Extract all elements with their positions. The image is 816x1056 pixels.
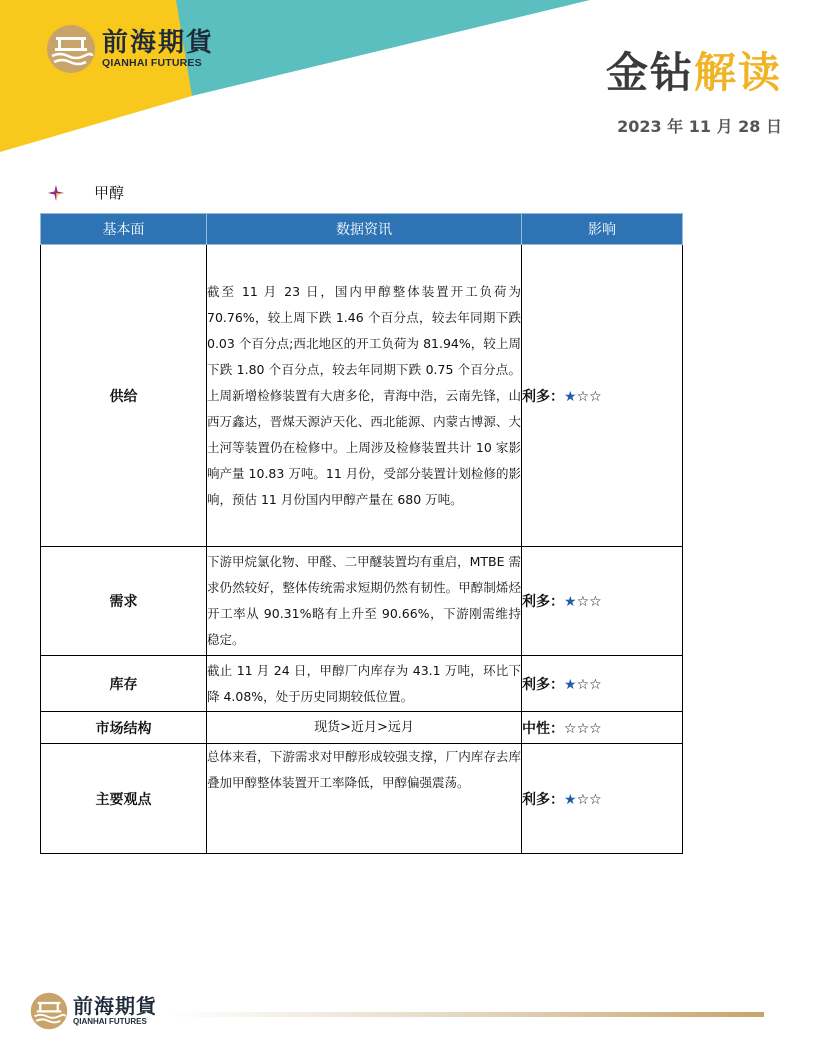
impact-label: 利多： bbox=[522, 676, 564, 693]
footer-brand-name-en: QIANHAI FUTURES bbox=[73, 1017, 147, 1026]
info-cell: 截至 11 月 23 日，国内甲醇整体装置开工负荷为 70.76%，较上周下跌 1.46 个百分点，较去年同期下跌 0.03 个百分点;西北地区的开工负荷为 81.94%，较上周下跌 1.80 个百分点，较去年同期下跌 0.75 个百分点。上周新增检修装置有大唐多伦，青海中浩，云南先锋，山西万鑫达，晋煤天源泸天化、西北能源、内蒙古博源、大土河等装置仍在检修中。上周涉及检修装置共计 10 家影响产量 10.83 万吨。11 月份，受部分装置计划检修的影响，预估 11 月份国内甲醇产量在 680 万吨。 bbox=[207, 245, 522, 547]
brand-logo-icon bbox=[46, 24, 96, 74]
impact-label: 利多： bbox=[522, 594, 564, 610]
star-empty-icon: ☆ bbox=[589, 676, 602, 693]
section-title: 甲醇 bbox=[94, 184, 125, 202]
info-cell: 截止 11 月 24 日，甲醇厂内库存为 43.1 万吨，环比下降 4.08%，处于历史同期较低位置。 bbox=[207, 656, 522, 712]
table-row-supply bbox=[41, 245, 683, 547]
header-yellow-band bbox=[0, 0, 192, 152]
section-heading bbox=[48, 182, 124, 203]
star-rating bbox=[564, 594, 602, 610]
impact-label: 利多： bbox=[522, 791, 564, 808]
table-row-main-view bbox=[41, 744, 683, 854]
impact-cell bbox=[522, 245, 683, 547]
table-row-demand bbox=[41, 547, 683, 656]
star-empty-icon: ☆ bbox=[589, 388, 602, 405]
star-empty-icon: ☆ bbox=[576, 720, 590, 737]
impact-label: 中性： bbox=[522, 720, 564, 737]
table-row-market-structure bbox=[41, 712, 683, 744]
info-cell: 现货>近月>远月 bbox=[207, 712, 522, 744]
report-date: 2023 年 11 月 28 日 bbox=[617, 117, 782, 136]
impact-label: 利多： bbox=[522, 388, 564, 405]
header-data-info: 数据资讯 bbox=[207, 214, 522, 245]
star-empty-icon: ☆ bbox=[589, 720, 602, 737]
footer-logo-icon bbox=[30, 992, 68, 1030]
star-rating bbox=[564, 677, 602, 693]
report-title-part2: 解读 bbox=[693, 48, 782, 97]
brand-name-en: QIANHAI FUTURES bbox=[102, 56, 202, 69]
impact-cell bbox=[522, 744, 683, 854]
star-empty-icon: ☆ bbox=[576, 791, 590, 808]
impact-cell bbox=[522, 547, 683, 656]
star-empty-icon: ☆ bbox=[576, 388, 590, 405]
star-rating bbox=[564, 792, 602, 808]
header-teal-band bbox=[150, 0, 590, 100]
table-header-row bbox=[41, 214, 683, 245]
footer-logo bbox=[30, 992, 157, 1030]
star-empty-icon: ☆ bbox=[589, 791, 602, 808]
category-cell: 市场结构 bbox=[41, 712, 207, 744]
star-empty-icon: ☆ bbox=[576, 676, 590, 693]
header-fundamentals: 基本面 bbox=[41, 214, 207, 245]
category-cell: 主要观点 bbox=[41, 744, 207, 854]
star-empty-icon: ☆ bbox=[564, 720, 577, 737]
header-impact: 影响 bbox=[522, 214, 683, 245]
footer-brand-name-cn: 前海期貨 bbox=[73, 994, 157, 1018]
impact-cell bbox=[522, 712, 683, 744]
info-cell: 下游甲烷氯化物、甲醛、二甲醚装置均有重启，MTBE 需求仍然较好，整体传统需求短期仍然有韧性。甲醇制烯烃开工率从 90.31%略有上升至 90.66%，下游刚需维持稳定。 bbox=[207, 547, 522, 656]
star-empty-icon: ☆ bbox=[576, 594, 590, 610]
star-filled-icon: ★ bbox=[564, 388, 577, 405]
star-filled-icon: ★ bbox=[564, 791, 577, 808]
star-filled-icon: ★ bbox=[564, 676, 577, 693]
category-cell: 库存 bbox=[41, 656, 207, 712]
category-cell: 需求 bbox=[41, 547, 207, 656]
info-cell: 总体来看，下游需求对甲醇形成较强支撑，厂内库存去库叠加甲醇整体装置开工率降低，甲醇偏强震荡。 bbox=[207, 744, 522, 854]
report-title-part1: 金钻 bbox=[605, 48, 694, 97]
star-filled-icon: ★ bbox=[564, 594, 577, 610]
star-empty-icon: ☆ bbox=[589, 594, 602, 610]
table-row-inventory bbox=[41, 656, 683, 712]
fundamentals-table bbox=[40, 213, 683, 854]
brand-name-cn: 前海期貨 bbox=[102, 27, 215, 58]
footer-divider bbox=[168, 1012, 764, 1017]
category-cell: 供给 bbox=[41, 245, 207, 547]
brand-logo bbox=[46, 24, 214, 74]
report-title bbox=[606, 48, 782, 98]
star-rating bbox=[564, 389, 602, 405]
impact-cell bbox=[522, 656, 683, 712]
four-point-star-bullet-icon bbox=[48, 185, 64, 201]
star-rating bbox=[564, 721, 602, 737]
